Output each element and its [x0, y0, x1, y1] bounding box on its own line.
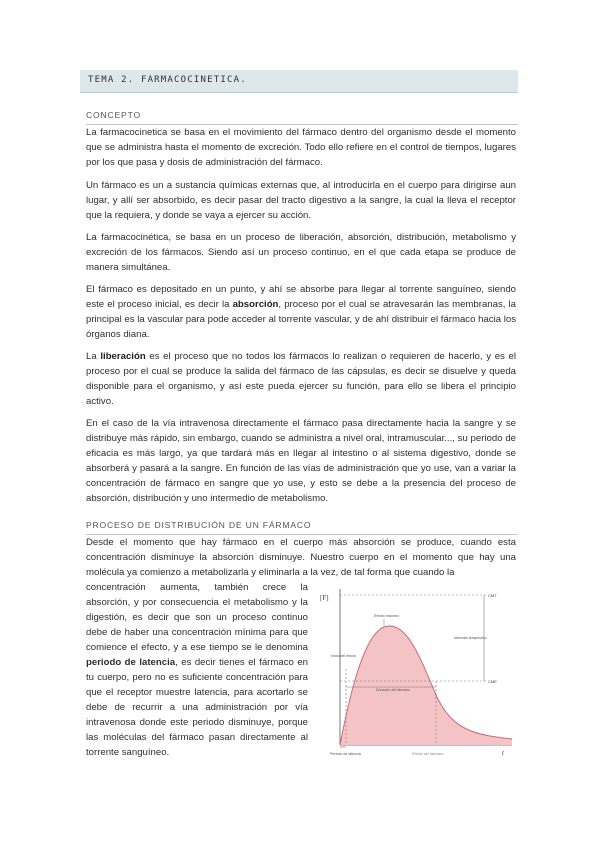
cmt-label: CMT — [488, 593, 497, 598]
title-band — [80, 70, 518, 93]
section-heading-concepto: CONCEPTO — [86, 110, 518, 125]
paragraph-distribucion-wrap — [86, 580, 308, 760]
paragraph-3: La farmacocinética, se basa en un proceso de liberación, absorción, distribución, metabolismo y excreción de los fármacos. Siendo así un proceso continuo, en el que cada etapa se produce de manera simultánea. — [86, 232, 516, 273]
term-absorcion: absorción — [232, 299, 279, 310]
paragraph-wrap-text-a: concentración aumenta, también crece la absorción, y por consecuencia el metabolismo y la digestión, es decir que son un proceso continuo debe de haber una concentración mínima para que comience el efecto, y a ese tiempo se le denomina — [86, 582, 308, 653]
peak-label: Efecto máximo — [374, 614, 400, 618]
paragraph-4 — [86, 282, 516, 342]
paragraph-6: En el caso de la vía intravenosa directamente el fármaco pasa directamente hacia la sangre y se distribuye más rápido, sin embargo, cuando se administra a nivel oral, intramuscular..., su periodo de eficacia es más largo, ya que tardará más en llegar al intestino o al sistema digestivo, donde se absorberá y pasará a la sangre. En función de las vías de administración que yo use, van a variar la concentración de fármaco en sangre que yo use, y esto se debe a la presencia del proceso de absorción, distribución y uno intermedio de metabolismo. — [86, 418, 516, 504]
paragraph-4-text-b: , proceso por el cual se atravesarán las membranas, la principal es la vascular para pode acceder al torrente vascular, y de ahí distribuir el fármaco hacia los órganos diana. — [86, 299, 516, 340]
paragraph-distribucion-intro: Desde el momento que hay fármaco en el cuerpo más absorción se produce, cuando esta concentración disminuye la absorción disminuye. Nuestro cuerpo en el momento que hay una molécula ya comienzo a metabolizarla y eliminarla a la vez, de tal forma que cuando la — [86, 537, 516, 578]
paragraph-5-text-b: es el proceso que no todos los fármacos lo realizan o requieren de hacerlo, y es el proceso por el cual se produce la salida del fármaco de las cápsulas, es decir se disuelve y queda disponible para el organismo, y así este pueda ejercer su función, para ello se libera el principio activo. — [86, 351, 516, 407]
term-periodo-latencia: periodo de latencia — [86, 657, 176, 668]
paragraph-wrap-text-b: , es decir tienes el fármaco en tu cuerpo, pero no es suficiente concentración para que el receptor muestre latencia, para acortarlo se debe de recurrir a una administración por vía intravenosa donde este periodo disminuye, porque las moléculas del fármaco pasan directamente al torrente sanguíneo. — [86, 657, 308, 758]
paragraph-5 — [86, 349, 516, 409]
curve-svg — [316, 583, 518, 765]
window-label: Intervalo terapéutico — [454, 636, 487, 640]
paragraph-4-text-a: El fármaco es depositado en un punto, y ahí se absorbe para llegar al torrente sanguíneo, siendo este el proceso inicial, es decir la — [86, 284, 516, 310]
paragraph-2: Un fármaco es un a sustancia químicas externas que, al introducirla en el cuerpo para dirigirse aun lugar, y allí ser absorbido, es decir pasar del tracto digestivo a la sangre, la cual la lleva el receptor que la requiera, y donde se vaya a ejercer su acción. — [86, 180, 516, 221]
effect-label: Efecto del fármaco — [412, 752, 444, 756]
x-axis-label: t — [502, 749, 504, 757]
y-axis-label: [F] — [320, 594, 329, 602]
duration-label: Duración del fármaco — [376, 688, 411, 692]
pharmacokinetic-curve-figure — [316, 583, 518, 765]
section-heading-distribucion: PROCESO DE DISTRIBUCIÓN DE UN FÁRMACO — [86, 520, 518, 535]
page-title: TEMA 2. FARMACOCINETICA. — [88, 75, 247, 85]
term-liberacion: liberación — [100, 351, 146, 362]
paragraph-1: La farmacocinetica se basa en el movimiento del fármaco dentro del organismo desde el momento que se administra hasta el momento de excreción. Todo ello refiere en el control de tiempos, lugares por los que pasa y dosis de administración del fármaco. — [86, 127, 516, 168]
cme-label: CME — [488, 679, 497, 684]
latency-label: Periodo de latencia — [330, 752, 361, 756]
curve-area — [340, 626, 512, 745]
paragraph-5-text-a: La — [86, 351, 101, 362]
onset-label: Inicio del efecto — [331, 654, 356, 658]
